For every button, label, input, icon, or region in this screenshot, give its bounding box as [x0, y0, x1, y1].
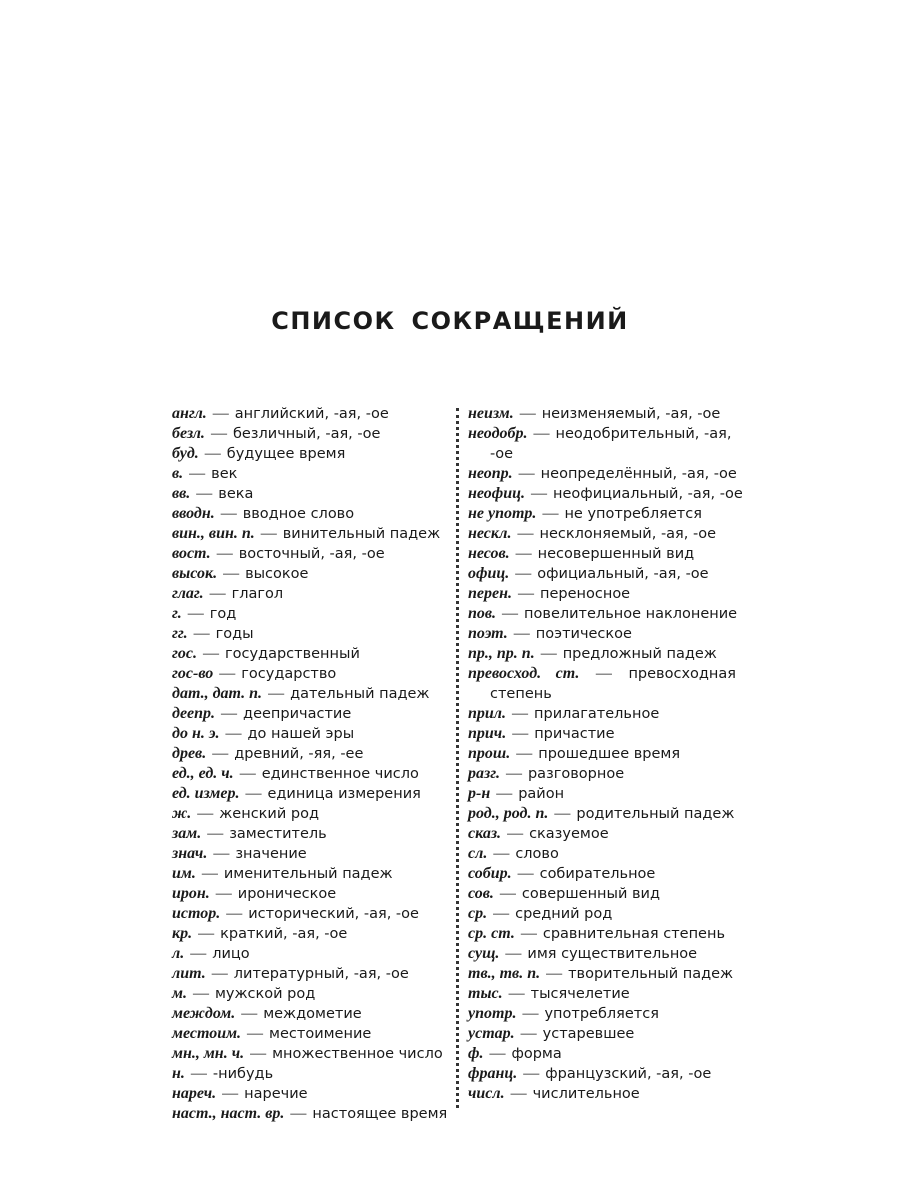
abbreviation-entry — [172, 924, 442, 944]
em-dash: — — [243, 1025, 268, 1042]
abbreviation-term: род., род. п. — [468, 805, 549, 822]
abbreviation-entry — [172, 764, 442, 784]
abbreviation-entry — [172, 1064, 442, 1084]
abbreviation-term: разг. — [468, 765, 500, 782]
em-dash: — — [237, 1005, 262, 1022]
em-dash: — — [209, 845, 234, 862]
abbreviation-term: сказ. — [468, 825, 502, 842]
abbreviation-entry — [172, 724, 442, 744]
abbreviation-definition: междометие — [263, 1006, 362, 1022]
abbreviation-entry — [468, 664, 736, 704]
em-dash: — — [203, 825, 228, 842]
abbreviation-definition: винительный падеж — [282, 526, 441, 542]
em-dash: — — [211, 885, 236, 902]
abbreviation-entry — [172, 464, 442, 484]
abbreviation-term: вин., вин. п. — [172, 525, 255, 542]
abbreviation-definition: глагол — [231, 586, 284, 602]
abbreviation-term: р-н — [468, 785, 491, 802]
abbreviation-term: нескл. — [468, 525, 512, 542]
abbreviation-entry — [172, 424, 442, 444]
em-dash: — — [529, 425, 554, 442]
abbreviation-definition: поэтическое — [535, 626, 632, 642]
abbreviation-term: знач. — [172, 845, 208, 862]
abbreviation-entry — [172, 504, 442, 524]
abbreviation-entry — [468, 624, 736, 644]
abbreviation-term: деепр. — [172, 705, 216, 722]
abbreviation-entry — [172, 1024, 442, 1044]
abbreviation-definition: настоящее время — [312, 1106, 448, 1122]
abbreviation-definition: века — [218, 486, 254, 502]
abbreviation-term: гос-во — [172, 665, 214, 682]
abbreviation-term: гос. — [172, 645, 198, 662]
abbreviation-term: прош. — [468, 745, 511, 762]
abbreviation-definition: будущее время — [226, 446, 346, 462]
abbreviation-definition: дательный падеж — [290, 686, 430, 702]
em-dash: — — [508, 725, 533, 742]
abbreviation-term: ж. — [172, 805, 192, 822]
abbreviation-term: не употр. — [468, 505, 537, 522]
abbreviation-definition: мужской род — [214, 986, 316, 1002]
abbreviation-term: глаг. — [172, 585, 204, 602]
abbreviation-definition: сказуемое — [529, 826, 609, 842]
abbreviation-entry — [468, 1044, 736, 1064]
abbreviation-term: вводн. — [172, 505, 215, 522]
em-dash: — — [511, 545, 536, 562]
abbreviation-term: превосход. ст. — [468, 665, 580, 682]
abbreviation-term: неодобр. — [468, 425, 528, 442]
em-dash: — — [207, 965, 232, 982]
abbreviation-term: наст., наст. вр. — [172, 1105, 285, 1122]
abbreviation-term: в. — [172, 465, 184, 482]
em-dash: — — [550, 805, 575, 822]
abbreviation-definition: краткий, -ая, -ое — [220, 926, 348, 942]
abbreviation-definition: до нашей эры — [247, 726, 355, 742]
abbreviation-definition: несклоняемый, -ая, -ое — [539, 526, 717, 542]
em-dash: — — [205, 585, 230, 602]
abbreviation-entry — [172, 404, 442, 424]
em-dash: — — [518, 1005, 543, 1022]
abbreviation-entry — [468, 804, 736, 824]
em-dash: — — [212, 545, 237, 562]
abbreviation-term: кр. — [172, 925, 193, 942]
abbreviation-definition: наречие — [244, 1086, 308, 1102]
abbreviation-definition: -нибудь — [212, 1066, 274, 1082]
abbreviation-definition: деепричастие — [243, 706, 352, 722]
abbreviation-term: поэт. — [468, 625, 508, 642]
abbreviation-entry — [468, 944, 736, 964]
abbreviation-term: неофиц. — [468, 485, 526, 502]
abbreviation-definition: государственный — [225, 646, 360, 662]
abbreviations-right-column — [468, 404, 743, 1104]
abbreviation-entry — [468, 784, 736, 804]
em-dash: — — [186, 945, 211, 962]
abbreviation-entry — [172, 1104, 448, 1124]
em-dash: — — [189, 625, 214, 642]
abbreviation-entry — [468, 644, 736, 664]
abbreviation-term: древ. — [172, 745, 207, 762]
em-dash: — — [197, 865, 222, 882]
abbreviation-term: сов. — [468, 885, 494, 902]
abbreviation-definition: имя существительное — [527, 946, 698, 962]
em-dash: — — [514, 465, 539, 482]
abbreviation-entry — [468, 524, 736, 544]
abbreviation-definition: причастие — [534, 726, 615, 742]
em-dash: — — [200, 445, 225, 462]
abbreviation-entry — [468, 564, 736, 584]
abbreviation-definition: государство — [241, 666, 337, 682]
abbreviation-term: ед. измер. — [172, 785, 240, 802]
abbreviation-term: ирон. — [172, 885, 210, 902]
abbreviation-definition: совершенный вид — [521, 886, 660, 902]
abbreviation-entry — [468, 824, 736, 844]
abbreviation-entry — [172, 604, 442, 624]
abbreviation-entry — [172, 564, 442, 584]
abbreviation-entry — [172, 664, 442, 684]
abbreviation-definition: числительное — [532, 1086, 640, 1102]
abbreviation-definition: высокое — [245, 566, 309, 582]
em-dash: — — [246, 1045, 271, 1062]
abbreviation-term: сущ. — [468, 945, 500, 962]
abbreviation-definition: заместитель — [229, 826, 327, 842]
em-dash: — — [193, 805, 218, 822]
abbreviation-term: устар. — [468, 1025, 515, 1042]
abbreviation-definition: родительный падеж — [576, 806, 735, 822]
abbreviation-term: офиц. — [468, 565, 510, 582]
abbreviation-term: зам. — [172, 825, 202, 842]
abbreviation-term: сл. — [468, 845, 488, 862]
em-dash: — — [511, 565, 536, 582]
abbreviation-entry — [468, 424, 736, 464]
em-dash: — — [516, 1025, 541, 1042]
em-dash: — — [218, 1085, 243, 1102]
abbreviation-entry — [468, 924, 736, 944]
abbreviation-definition: год — [209, 606, 237, 622]
abbreviation-term: нареч. — [172, 1085, 217, 1102]
em-dash: — — [192, 485, 217, 502]
abbreviation-definition: сравнительная степень — [542, 926, 725, 942]
page-title: СПИСОК СОКРАЩЕНИЙ — [271, 307, 629, 335]
em-dash: — — [501, 945, 526, 962]
em-dash: — — [498, 605, 523, 622]
abbreviation-definition: неофициальный, -ая, -ое — [553, 486, 743, 502]
abbreviation-definition: безличный, -ая, -ое — [232, 426, 381, 442]
abbreviation-entry — [172, 804, 442, 824]
abbreviation-entry — [172, 964, 442, 984]
abbreviation-term: междом. — [172, 1005, 236, 1022]
abbreviation-term: употр. — [468, 1005, 517, 1022]
abbreviation-entry — [172, 944, 442, 964]
abbreviation-term: ед., ед. ч. — [172, 765, 234, 782]
abbreviation-definition: слово — [515, 846, 559, 862]
abbreviation-entry — [468, 484, 743, 504]
abbreviation-entry — [468, 1024, 736, 1044]
em-dash: — — [513, 525, 538, 542]
abbreviation-definition: восточный, -ая, -ое — [238, 546, 385, 562]
em-dash: — — [188, 985, 213, 1002]
abbreviation-entry — [172, 1044, 442, 1064]
abbreviation-entry — [172, 984, 442, 1004]
em-dash: — — [183, 605, 208, 622]
abbreviation-definition: район — [518, 786, 565, 802]
em-dash: — — [509, 625, 534, 642]
em-dash: — — [208, 745, 233, 762]
abbreviation-definition: средний род — [515, 906, 613, 922]
abbreviation-definition: местоимение — [269, 1026, 372, 1042]
abbreviation-term: вв. — [172, 485, 191, 502]
abbreviation-definition: именительный падеж — [223, 866, 393, 882]
abbreviation-term: числ. — [468, 1085, 505, 1102]
abbreviation-entry — [172, 704, 442, 724]
abbreviation-entry — [172, 484, 442, 504]
abbreviation-definition: ироническое — [237, 886, 337, 902]
abbreviation-definition: предложный падеж — [562, 646, 717, 662]
abbreviation-term: до н. э. — [172, 725, 220, 742]
abbreviation-entry — [468, 604, 736, 624]
em-dash: — — [538, 505, 563, 522]
abbreviation-definition: прошедшее время — [538, 746, 681, 762]
abbreviation-definition: неопределённый, -ая, -ое — [540, 466, 737, 482]
em-dash: — — [194, 925, 219, 942]
abbreviation-entry — [172, 864, 442, 884]
abbreviation-term: м. — [172, 985, 187, 1002]
abbreviation-entry — [468, 764, 736, 784]
abbreviation-definition: значение — [235, 846, 307, 862]
abbreviation-term: гг. — [172, 625, 188, 642]
abbreviations-left-column — [172, 404, 448, 1124]
abbreviation-term: неизм. — [468, 405, 514, 422]
abbreviation-term: г. — [172, 605, 182, 622]
abbreviation-definition: употребляется — [544, 1006, 659, 1022]
abbreviation-definition: несовершенный вид — [537, 546, 695, 562]
abbreviation-term: им. — [172, 865, 196, 882]
abbreviation-entry — [172, 904, 442, 924]
em-dash: — — [513, 585, 538, 602]
abbreviation-definition: французский, -ая, -ое — [545, 1066, 712, 1082]
abbreviation-term: буд. — [172, 445, 199, 462]
abbreviation-entry — [468, 1004, 736, 1024]
em-dash: — — [208, 405, 233, 422]
abbreviation-definition: переносное — [539, 586, 631, 602]
abbreviation-definition: прилагательное — [534, 706, 660, 722]
em-dash: — — [217, 705, 242, 722]
abbreviation-term: безл. — [172, 425, 205, 442]
abbreviation-entry — [468, 984, 736, 1004]
abbreviation-entry — [468, 724, 736, 744]
em-dash: — — [516, 925, 541, 942]
abbreviation-term: мн., мн. ч. — [172, 1045, 245, 1062]
abbreviation-entry — [468, 544, 736, 564]
abbreviation-entry — [468, 844, 736, 864]
abbreviation-definition: повелительное наклонение — [524, 606, 738, 622]
abbreviation-entry — [468, 584, 736, 604]
em-dash: — — [215, 665, 240, 682]
abbreviation-definition: английский, -ая, -ое — [234, 406, 389, 422]
abbreviation-definition: единственное число — [261, 766, 419, 782]
abbreviation-entry — [468, 464, 736, 484]
em-dash: — — [508, 705, 533, 722]
em-dash: — — [216, 505, 241, 522]
abbreviation-entry — [172, 744, 442, 764]
abbreviation-term: ср. — [468, 905, 488, 922]
abbreviation-entry — [468, 864, 736, 884]
column-divider — [456, 408, 459, 1108]
em-dash: — — [186, 1065, 211, 1082]
abbreviation-term: местоим. — [172, 1025, 242, 1042]
abbreviation-definition: множественное число — [272, 1046, 443, 1062]
abbreviation-entry — [172, 1084, 442, 1104]
abbreviation-entry — [172, 684, 442, 704]
em-dash: — — [513, 865, 538, 882]
em-dash: — — [235, 765, 260, 782]
em-dash: — — [219, 565, 244, 582]
abbreviation-entry — [172, 524, 442, 544]
abbreviation-term: ф. — [468, 1045, 484, 1062]
abbreviation-entry — [468, 904, 736, 924]
em-dash: — — [485, 1045, 510, 1062]
abbreviation-term: ср. ст. — [468, 925, 515, 942]
abbreviation-entry — [172, 844, 442, 864]
abbreviation-term: собир. — [468, 865, 512, 882]
abbreviation-term: тв., тв. п. — [468, 965, 541, 982]
abbreviation-term: пов. — [468, 605, 497, 622]
em-dash: — — [489, 845, 514, 862]
abbreviation-definition: превосходная степень — [490, 666, 737, 702]
abbreviation-term: пр., пр. п. — [468, 645, 535, 662]
em-dash: — — [504, 985, 529, 1002]
abbreviation-definition: устаревшее — [542, 1026, 635, 1042]
abbreviation-definition: официальный, -ая, -ое — [537, 566, 709, 582]
abbreviation-entry — [172, 584, 442, 604]
abbreviation-definition: годы — [215, 626, 254, 642]
em-dash: — — [506, 1085, 531, 1102]
em-dash: — — [503, 825, 528, 842]
abbreviation-entry — [468, 504, 736, 524]
em-dash: — — [264, 685, 289, 702]
em-dash: — — [286, 1105, 311, 1122]
em-dash: — — [199, 645, 224, 662]
em-dash: — — [515, 405, 540, 422]
abbreviation-definition: собирательное — [539, 866, 656, 882]
em-dash: — — [527, 485, 552, 502]
em-dash: — — [206, 425, 231, 442]
em-dash: — — [221, 725, 246, 742]
abbreviation-definition: исторический, -ая, -ое — [248, 906, 419, 922]
abbreviation-term: англ. — [172, 405, 207, 422]
abbreviation-term: перен. — [468, 585, 512, 602]
abbreviation-entry — [468, 1084, 736, 1104]
abbreviation-term: л. — [172, 945, 185, 962]
abbreviation-term: вост. — [172, 545, 211, 562]
em-dash: — — [185, 465, 210, 482]
abbreviation-entry — [468, 404, 736, 424]
abbreviation-term: тыс. — [468, 985, 503, 1002]
abbreviation-term: истор. — [172, 905, 221, 922]
em-dash: — — [519, 1065, 544, 1082]
em-dash: — — [256, 525, 281, 542]
abbreviation-term: неопр. — [468, 465, 513, 482]
abbreviation-definition: единица измерения — [267, 786, 421, 802]
abbreviation-term: прич. — [468, 725, 507, 742]
abbreviation-definition: неодобрительный, -ая, -ое — [490, 426, 732, 462]
abbreviation-definition: творительный падеж — [568, 966, 734, 982]
abbreviation-definition: неизменяемый, -ая, -ое — [541, 406, 721, 422]
abbreviation-entry — [172, 824, 442, 844]
abbreviation-definition: не употребляется — [564, 506, 702, 522]
abbreviation-term: прил. — [468, 705, 507, 722]
abbreviation-definition: вводное слово — [242, 506, 355, 522]
abbreviation-definition: форма — [511, 1046, 562, 1062]
abbreviation-term: н. — [172, 1065, 185, 1082]
abbreviation-term: лит. — [172, 965, 206, 982]
em-dash: — — [512, 745, 537, 762]
abbreviation-entry — [172, 884, 442, 904]
abbreviation-definition: тысячелетие — [530, 986, 630, 1002]
em-dash: — — [489, 905, 514, 922]
abbreviation-entry — [468, 704, 736, 724]
abbreviation-entry — [172, 644, 442, 664]
abbreviation-entry — [172, 544, 442, 564]
abbreviation-entry — [468, 964, 736, 984]
abbreviation-definition: литературный, -ая, -ое — [233, 966, 409, 982]
em-dash: — — [495, 885, 520, 902]
abbreviation-definition: век — [211, 466, 238, 482]
em-dash: — — [222, 905, 247, 922]
abbreviation-entry — [172, 784, 442, 804]
abbreviation-term: франц. — [468, 1065, 518, 1082]
abbreviation-definition: лицо — [212, 946, 250, 962]
abbreviation-entry — [468, 744, 736, 764]
em-dash: — — [501, 765, 526, 782]
abbreviation-entry — [172, 444, 442, 464]
abbreviation-definition: женский род — [219, 806, 319, 822]
em-dash: — — [492, 785, 517, 802]
abbreviation-term: высок. — [172, 565, 218, 582]
abbreviation-definition: разговорное — [527, 766, 625, 782]
em-dash: — — [542, 965, 567, 982]
abbreviation-entry — [468, 884, 736, 904]
em-dash: — — [241, 785, 266, 802]
abbreviation-term: дат., дат. п. — [172, 685, 263, 702]
abbreviation-definition: древний, -яя, -ее — [234, 746, 364, 762]
em-dash: — — [581, 665, 627, 682]
abbreviation-entry — [468, 1064, 736, 1084]
abbreviation-term: несов. — [468, 545, 510, 562]
em-dash: — — [536, 645, 561, 662]
abbreviation-entry — [172, 1004, 442, 1024]
abbreviation-entry — [172, 624, 442, 644]
